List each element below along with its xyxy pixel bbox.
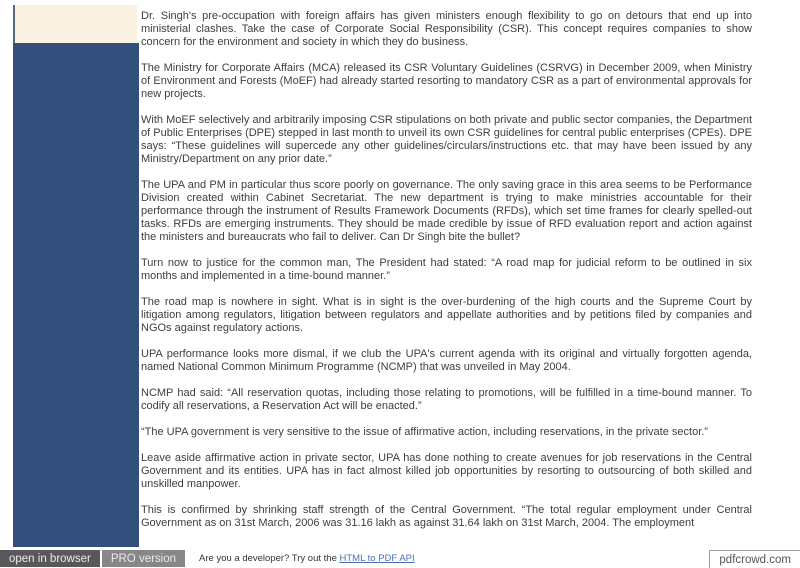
paragraph: The Ministry for Corporate Affairs (MCA) released its CSR Voluntary Guidelines (CSRVG) in December 2009, when Ministry of Environment and Forests (MoEF) had already started resorting to mandatory CSR as a part of environmental approvals for new projects. bbox=[141, 62, 752, 100]
paragraph: NCMP had said: “All reservation quotas, including those relating to promotions, will be fulfilled in a time-bound manner. To codify all reservations, a Reservation Act will be enacted.” bbox=[141, 387, 752, 412]
paragraph: Dr. Singh's pre-occupation with foreign affairs has given ministers enough flexibility to go on detours that end up into ministerial clashes. Take the case of Corporate Social Responsibility (CSR). This concept requires companies to show concern for the environment and society in which they do business. bbox=[141, 10, 752, 48]
article-text bbox=[141, 10, 752, 547]
paragraph: This is confirmed by shrinking staff strength of the Central Government. “The total regular employment under Central Government as on 31st March, 2006 was 31.16 lakh as against 31.64 lakh on 31st March, 2004. The employment bbox=[141, 504, 752, 529]
sidebar-header-box bbox=[13, 5, 137, 43]
paragraph: UPA performance looks more dismal, if we club the UPA's current agenda with its original and virtually forgotten agenda, named National Common Minimum Programme (NCMP) that was unveiled in May 2004. bbox=[141, 348, 752, 373]
developer-note bbox=[199, 553, 415, 564]
paragraph: Turn now to justice for the common man, The President had stated: “A road map for judicial reform to be outlined in six months and implemented in a time-bound manner.” bbox=[141, 257, 752, 282]
paragraph: The UPA and PM in particular thus score poorly on governance. The only saving grace in this area seems to be Performance Division created within Cabinet Secretariat. The new department is trying to make ministries accountable for their performance through the instrument of Results Framework Documents (RFDs), which set time frames for clearly spelled-out tasks. RFDs are emerging instruments. They should be made credible by issue of RFD evaluation report and action against the ministers and bureaucrats who fail to deliver. Can Dr Singh bite the bullet? bbox=[141, 179, 752, 243]
pdfcrowd-toolbar bbox=[0, 547, 800, 568]
open-in-browser-button[interactable]: open in browser bbox=[0, 550, 100, 567]
developer-note-text: Are you a developer? Try out the bbox=[199, 553, 340, 564]
html-to-pdf-api-link[interactable]: HTML to PDF API bbox=[339, 553, 415, 564]
paragraph: The road map is nowhere in sight. What is in sight is the over-burdening of the high courts and the Supreme Court by litigation among regulators, litigation between regulators and appellate authorities and by petitions filed by companies and NGOs against regulatory actions. bbox=[141, 296, 752, 334]
pro-version-button[interactable]: PRO version bbox=[102, 550, 185, 567]
paragraph: “The UPA government is very sensitive to the issue of affirmative action, including reservations, in the private sector.” bbox=[141, 426, 708, 438]
pdfcrowd-brand-link[interactable]: pdfcrowd.com bbox=[709, 550, 800, 568]
sidebar-panel bbox=[13, 43, 139, 547]
paragraph: With MoEF selectively and arbitrarily imposing CSR stipulations on both private and public sector companies, the Department of Public Enterprises (DPE) stepped in last month to unveil its own CSR guidelines for central public enterprises (CPEs). DPE says: “These guidelines will supercede any other guidelines/circulars/instructions etc. that may have been issued by any Ministry/Department on any prior date.” bbox=[141, 114, 752, 165]
paragraph: Leave aside affirmative action in private sector, UPA has done nothing to create avenues for job reservations in the Central Government and its entities. UPA has in fact almost killed job opportunities by resorting to outsourcing of both skilled and unskilled manpower. bbox=[141, 452, 752, 490]
